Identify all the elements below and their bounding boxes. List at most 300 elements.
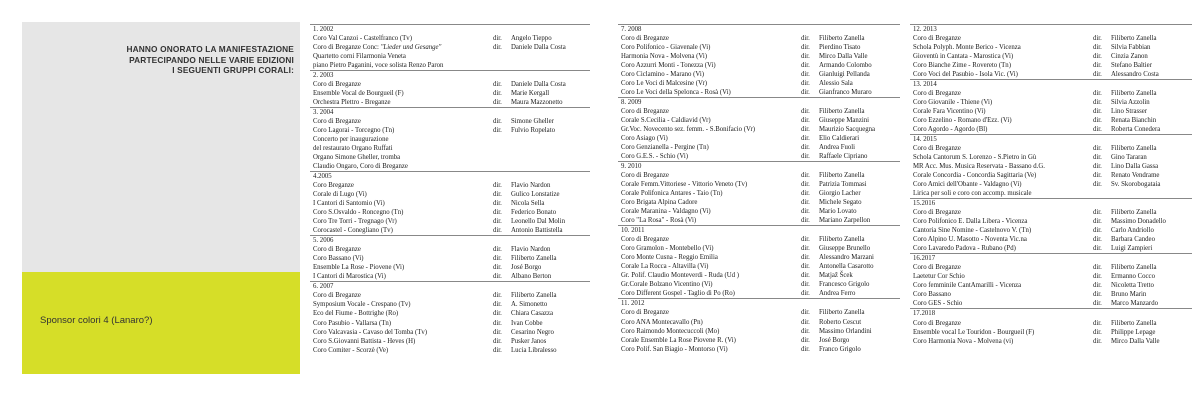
choir-name [621, 244, 713, 253]
director [1093, 116, 1156, 125]
director-prefix: dir. [801, 272, 810, 280]
director [493, 80, 566, 89]
choir-text: Coro di Breganze [313, 81, 361, 89]
choir-name [913, 153, 1036, 162]
choir-name [913, 180, 1021, 189]
choir-text: Gr. Polif. Claudio Monteverdi - Ruda (Ud ) [621, 272, 739, 280]
director [1093, 98, 1150, 107]
choir-row [618, 308, 900, 317]
choir-name [313, 272, 386, 281]
director-prefix: dir. [1093, 227, 1102, 235]
director [801, 345, 861, 354]
director [801, 289, 855, 298]
director-name: Mario Lovato [819, 208, 857, 216]
choir-row [910, 189, 1192, 198]
choir-row [910, 89, 1192, 98]
choir-row [310, 34, 590, 43]
choir-row [618, 125, 900, 134]
choir-text: Coro femminile CantAmarilli - Vicenza [913, 282, 1022, 290]
choir-row [910, 116, 1192, 125]
choir-row [618, 271, 900, 280]
choir-text: Coro S.Osvaldo - Roncegno (Tn) [313, 209, 404, 217]
director-name: Alessandro Costa [1111, 71, 1159, 79]
choir-name [621, 116, 711, 125]
choir-row [910, 299, 1192, 308]
director-prefix: dir. [801, 281, 810, 289]
director-name: Patrizia Tommasi [819, 181, 867, 189]
director [493, 337, 546, 346]
director [493, 272, 551, 281]
director-name: Filiberto Zanella [819, 172, 865, 180]
director [1093, 235, 1155, 244]
choir-text: Claudio Ongaro, Coro di Breganze [313, 163, 408, 171]
choir-text: Schola Polyph. Monte Berico - Vicenza [913, 44, 1021, 52]
choir-text: Coro Bassano [913, 291, 951, 299]
director-name: Alessio Sala [819, 80, 853, 88]
choir-text: Coro Bassano (Vi) [313, 255, 364, 263]
choir-text: 8. 2009 [621, 99, 642, 107]
choir-name [621, 207, 711, 216]
director-name: Carlo Andriollo [1111, 227, 1154, 235]
director-name: Giuseppe Brunello [819, 245, 871, 253]
director-prefix: dir. [493, 182, 502, 190]
director-prefix: dir. [1093, 126, 1102, 134]
choir-row [310, 126, 590, 135]
director-prefix: dir. [801, 318, 810, 326]
director-name: Marco Manzardo [1111, 300, 1158, 308]
director [1093, 337, 1160, 346]
choir-name [313, 135, 389, 144]
director [801, 235, 865, 244]
choir-name [621, 198, 697, 207]
choir-row [310, 89, 590, 98]
director-name: Lucia Libralesso [511, 346, 557, 354]
choir-name [621, 235, 669, 244]
choir-text: Coro Le Voci della Spelonca - Rosà (Vi) [621, 89, 731, 97]
choir-name [313, 117, 361, 126]
director-name: Filiberto Zanella [1111, 209, 1157, 217]
choir-text: Coro Brigata Alpina Cadore [621, 199, 698, 207]
choir-name [313, 199, 385, 208]
director [493, 190, 560, 199]
choir-text: Coro Asiago (Vi) [621, 135, 668, 143]
director-name: Antonio Battistella [511, 227, 563, 235]
choir-row [618, 70, 900, 79]
director-name: Massimo Orlandini [819, 327, 872, 335]
choir-name [313, 181, 354, 190]
director-prefix: dir. [493, 346, 502, 354]
choir-name [621, 216, 696, 225]
edition-header-row [910, 79, 1192, 89]
choir-row [310, 61, 590, 70]
choir-text: Coro Different Gospel - Taglio di Po (Ro) [621, 290, 735, 298]
choir-row [910, 125, 1192, 134]
director [1093, 208, 1157, 217]
director [1093, 144, 1157, 153]
choir-row [618, 43, 900, 52]
edition-label [621, 162, 641, 171]
choir-row [618, 61, 900, 70]
director [1093, 125, 1160, 134]
choir-text: Corale Femm.Vittoriese - Vittorio Veneto (Tv) [621, 181, 748, 189]
choir-text: Symposium Vocale - Crespano (Tv) [313, 301, 411, 309]
choir-name [913, 208, 961, 217]
edition-label [913, 199, 935, 208]
choir-text: Coro Alpino U. Masotto - Noventa Vic.na [913, 236, 1027, 244]
choir-row [910, 70, 1192, 79]
choir-name [621, 271, 739, 280]
choir-name [621, 143, 709, 152]
choir-text: Cantoria Sine Nomine - Castelnovo V. (Tn) [913, 227, 1032, 235]
heading-line-3: I SEGUENTI GRUPPI CORALI: [172, 65, 294, 75]
choir-name [313, 245, 361, 254]
edition-header-row [310, 24, 590, 34]
choir-text: MR Acc. Mus. Musica Reservata - Bassano d.G. [913, 163, 1045, 171]
director [493, 43, 566, 52]
choir-row [910, 244, 1192, 253]
edition-header-row [310, 107, 590, 117]
choir-row [310, 272, 590, 281]
director-prefix: dir. [801, 71, 810, 79]
director-name: Filiberto Zanella [1111, 90, 1157, 98]
director [1093, 180, 1160, 189]
choir-name [621, 262, 708, 271]
choir-row [310, 300, 590, 309]
director-name: Franco Grigolo [819, 345, 861, 353]
edition-header-row [618, 97, 900, 107]
choir-text: I Cantori di Marostica (Vi) [313, 273, 386, 281]
choir-name [621, 79, 707, 88]
choir-row [618, 180, 900, 189]
director-prefix: dir. [1093, 35, 1102, 43]
choir-row [618, 79, 900, 88]
director-prefix: dir. [493, 90, 502, 98]
director-name: Maura Mazzonetto [511, 99, 563, 107]
director-prefix: dir. [801, 35, 810, 43]
director [801, 88, 872, 97]
director-prefix: dir. [801, 172, 810, 180]
choir-text: 2. 2003 [313, 72, 334, 80]
director [801, 327, 872, 336]
director-prefix: dir. [1093, 154, 1102, 162]
choir-name [913, 89, 961, 98]
choir-row [910, 263, 1192, 272]
choir-name [913, 34, 961, 43]
director-prefix: dir. [493, 328, 502, 336]
choir-row [910, 319, 1192, 328]
director [801, 70, 870, 79]
director-name: Ermanno Cocco [1111, 273, 1155, 281]
edition-header-row [910, 24, 1192, 34]
choir-name [313, 80, 361, 89]
director-prefix: dir. [1093, 117, 1102, 125]
choir-name [621, 107, 669, 116]
director-prefix: dir. [493, 200, 502, 208]
choir-text: Coro Gramolon - Montebello (Vi) [621, 245, 714, 253]
choir-text: Corale Polifonica Antares - Taio (Tn) [621, 190, 723, 198]
choir-row [310, 190, 590, 199]
choir-name [621, 280, 713, 289]
choir-text: 4.2005 [313, 173, 332, 181]
choir-text: Corale Maranina - Valdagno (Vi) [621, 208, 711, 216]
edition-label [313, 236, 333, 245]
column-2 [618, 24, 900, 354]
choir-text: Coro Monte Cusna - Reggio Emilia [621, 254, 718, 262]
choir-text: Coro Comiter - Scorzè (Ve) [313, 346, 389, 354]
choir-name [621, 52, 707, 61]
choir-text: Ensemble La Rose - Piovene (Vi) [313, 264, 405, 272]
choir-name [913, 107, 985, 116]
edition-label [313, 172, 332, 181]
choir-name [313, 328, 427, 337]
director-name: Fulvio Ropelato [511, 127, 555, 135]
choir-name [621, 43, 710, 52]
choir-text: Quartetto corni Filarmonia Veneta [313, 53, 406, 61]
director [801, 79, 853, 88]
director-prefix: dir. [1093, 53, 1102, 61]
director-prefix: dir. [801, 199, 810, 207]
director-prefix: dir. [1093, 181, 1102, 189]
edition-header-row [618, 161, 900, 171]
choir-name [313, 34, 412, 43]
director [1093, 281, 1154, 290]
director-name: Ivan Cobbe [511, 319, 543, 327]
choir-row [910, 272, 1192, 281]
choir-row [618, 134, 900, 143]
choir-name [313, 144, 393, 153]
choir-name [313, 98, 391, 107]
choir-text: Lirica per soli e coro con accomp. musicale [913, 190, 1032, 198]
choir-name [621, 134, 668, 143]
edition-header-row [910, 308, 1192, 318]
choir-row [310, 181, 590, 190]
choir-text: Coro Azzurri Monti - Tonezza (Vi) [621, 62, 716, 70]
director [493, 346, 556, 355]
director-name: Lino Dalla Gassa [1111, 163, 1159, 171]
director-name: Alessandro Marzani [819, 254, 874, 262]
director-prefix: dir. [801, 117, 810, 125]
director-name: Mirco Dalla Valle [1111, 337, 1160, 345]
choir-name [313, 52, 406, 61]
choir-text: Coro Breganze [313, 182, 354, 190]
choir-row [310, 80, 590, 89]
choir-row [910, 34, 1192, 43]
choir-name [313, 300, 411, 309]
director-prefix: dir. [801, 254, 810, 262]
choir-text: Coro Agordo - Agordo (Bl) [913, 126, 988, 134]
choir-text: Coro G.E.S. - Schio (Vi) [621, 153, 688, 161]
choir-row [618, 207, 900, 216]
choir-name [913, 328, 1034, 337]
choir-name [313, 346, 388, 355]
edition-header-row [310, 70, 590, 80]
choir-row [310, 291, 590, 300]
director [1093, 263, 1157, 272]
director-prefix: dir. [1093, 44, 1102, 52]
director [801, 61, 872, 70]
choir-text: Coro Polifonico - Giavenale (Vi) [621, 44, 711, 52]
edition-label [313, 108, 333, 117]
choir-text: Organo Simone Gheller, tromba [313, 154, 401, 162]
choir-row [618, 198, 900, 207]
director-name: Renata Bianchin [1111, 117, 1157, 125]
choir-row [310, 208, 590, 217]
director-prefix: dir. [1093, 319, 1102, 327]
choir-text: Corale La Rocca - Altavilla (Vi) [621, 263, 709, 271]
director-name: Filiberto Zanella [819, 108, 865, 116]
heading-line-1: HANNO ONORATO LA MANIFESTAZIONE [126, 44, 294, 54]
director [493, 319, 543, 328]
director [1093, 43, 1150, 52]
director [493, 300, 547, 309]
director [1093, 70, 1159, 79]
director [801, 171, 865, 180]
choir-row [910, 43, 1192, 52]
choir-row [310, 245, 590, 254]
director-name: José Borgo [511, 264, 542, 272]
choir-name [313, 153, 400, 162]
choir-name [621, 289, 735, 298]
choir-text: Coro Lavaredo Padova - Rubano (Pd) [913, 245, 1016, 253]
choir-name [913, 290, 951, 299]
choir-row [910, 171, 1192, 180]
choir-text: Coro Harmonia Nova - Molvena (vi) [913, 337, 1014, 345]
director [1093, 328, 1155, 337]
choir-row [618, 336, 900, 345]
director-name: Bruno Marin [1111, 291, 1147, 299]
choir-text: Schola Cantorum S. Lorenzo - S.Pietro in Gù [913, 154, 1037, 162]
choir-row [310, 135, 590, 144]
choir-name [913, 299, 962, 308]
director-prefix: dir. [1093, 209, 1102, 217]
choir-row [310, 153, 590, 162]
director [801, 189, 861, 198]
heading-line-2: PARTECIPANDO NELLE VARIE EDIZIONI [129, 54, 294, 65]
director-prefix: dir. [493, 99, 502, 107]
choir-row [910, 144, 1192, 153]
choir-row [910, 153, 1192, 162]
choir-row [910, 61, 1192, 70]
choir-text: Coro Ezzelino - Romano d'Ezz. (Vi) [913, 117, 1012, 125]
director [801, 216, 870, 225]
choir-name [313, 226, 393, 235]
director-name: Gianfranco Muraro [819, 89, 872, 97]
director-prefix: dir. [801, 217, 810, 225]
choir-row [618, 318, 900, 327]
choir-text: Orchestra Plettro - Breganze [313, 99, 391, 107]
director-prefix: dir. [801, 62, 810, 70]
director-name: Gianluigi Pellanda [819, 71, 870, 79]
choir-name [913, 125, 987, 134]
director-prefix: dir. [801, 336, 810, 344]
sponsor-panel [22, 272, 300, 374]
director-prefix: dir. [493, 246, 502, 254]
choir-row [310, 162, 590, 171]
choir-text: Coro di Breganze [313, 118, 361, 126]
choir-text: 17.2018 [913, 310, 936, 318]
choir-text: Concerto per inaugurazione [313, 136, 389, 144]
edition-label [313, 71, 333, 80]
choir-row [618, 327, 900, 336]
choir-text: 5. 2006 [313, 237, 334, 245]
director-prefix: dir. [493, 81, 502, 89]
choir-row [310, 52, 590, 61]
choir-row [618, 171, 900, 180]
choir-name [913, 337, 1013, 346]
director-name: Mariano Zarpellon [819, 217, 871, 225]
choir-text: Coro Genzianella - Pergine (Tn) [621, 144, 709, 152]
choir-row [910, 290, 1192, 299]
choir-text: Coro di Breganze [913, 90, 961, 98]
choir-text: Coro Le Voci di Malcesine (Vr) [621, 80, 707, 88]
director-name: Elio Caldierari [819, 135, 860, 143]
director [493, 254, 557, 263]
director-name: Filiberto Zanella [819, 35, 865, 43]
director [801, 107, 865, 116]
director-prefix: dir. [1093, 300, 1102, 308]
choir-text: Coro Polifonico E. Dalla Libera - Vicenza [913, 218, 1028, 226]
choir-name [313, 217, 397, 226]
choir-name [913, 144, 961, 153]
director-prefix: dir. [1093, 328, 1102, 336]
director-prefix: dir. [493, 35, 502, 43]
choir-row [310, 199, 590, 208]
choir-name [621, 152, 688, 161]
director [1093, 89, 1157, 98]
choir-name [313, 43, 441, 52]
choir-row [910, 107, 1192, 116]
edition-label [313, 282, 333, 291]
director-prefix: dir. [493, 273, 502, 281]
choir-text: Coro di Breganze [621, 309, 669, 317]
director-name: Daniele Dalla Costa [511, 81, 566, 89]
choir-text: Ensemble Vocal de Bourgueil (F) [313, 90, 404, 98]
director-name: Nicoletta Tretto [1111, 282, 1154, 290]
director [801, 116, 869, 125]
choir-text: 6. 2007 [313, 283, 334, 291]
choir-name [313, 263, 404, 272]
choir-text: piano Pietro Paganini, voce solista Renzo Paron [313, 62, 444, 70]
director-name: Philippe Lepage [1111, 328, 1156, 336]
director-name: Cesarino Negro [511, 328, 554, 336]
choir-text: Coro di Breganze [621, 108, 669, 116]
director [801, 143, 855, 152]
choir-text: Coro Giovanile - Thiene (Vi) [913, 99, 993, 107]
edition-label [913, 254, 935, 263]
edition-label [913, 309, 935, 318]
director-prefix: dir. [1093, 71, 1102, 79]
choir-name [313, 126, 394, 135]
choir-text: Coro di Breganze [313, 292, 361, 300]
choir-text: Coro di Breganze [913, 145, 961, 153]
director-name: Filiberto Zanella [1111, 319, 1157, 327]
director-name: Filiberto Zanella [819, 309, 865, 317]
edition-label [913, 135, 937, 144]
choir-row [310, 319, 590, 328]
choir-text: Coro di Breganze [913, 264, 961, 272]
director [1093, 162, 1158, 171]
choir-text: Corale di Lugo (Vi) [313, 191, 367, 199]
director [801, 318, 861, 327]
director-name: Mirco Dalla Valle [819, 53, 868, 61]
director-prefix: dir. [493, 227, 502, 235]
choir-name [913, 61, 1011, 70]
edition-header-row [310, 171, 590, 181]
choir-name [913, 171, 1036, 180]
choir-row [618, 116, 900, 125]
director-name: Simone Gheller [511, 118, 554, 126]
director-name: Filiberto Zanella [511, 255, 557, 263]
